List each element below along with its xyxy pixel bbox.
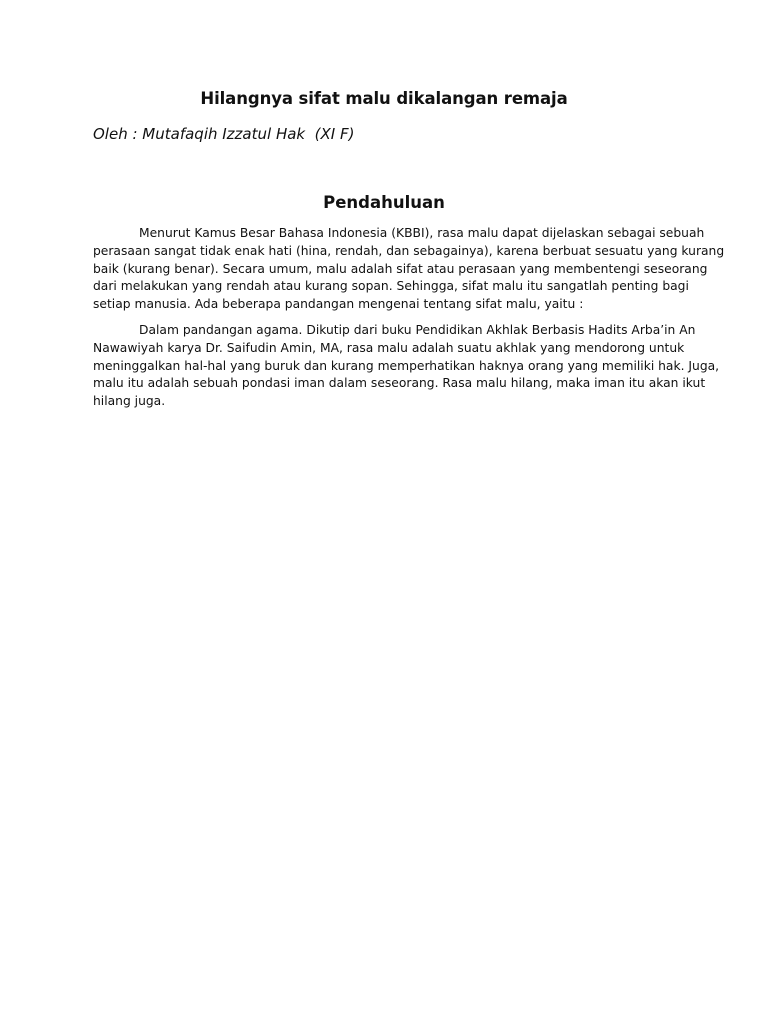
- paragraph-line-text: Menurut Kamus Besar Bahasa Indonesia (KBBI), rasa malu dapat dijelaskan sebagai sebuah: [139, 226, 705, 240]
- paragraph-introduction: [93, 225, 725, 314]
- paragraph-line-text: Dalam pandangan agama. Dikutip dari buku Pendidikan Akhlak Berbasis Hadits Arba’in An: [139, 323, 696, 337]
- paragraph-line: perasaan sangat tidak enak hati (hina, rendah, dan sebagainya), karena berbuat sesuatu yang kurang: [93, 243, 725, 258]
- document-title: Hilangnya sifat malu dikalangan remaja: [200, 89, 568, 108]
- paragraph-line: baik (kurang benar). Secara umum, malu adalah sifat atau perasaan yang membentengi seseorang: [93, 261, 708, 276]
- paragraph-line: dari melakukan yang rendah atau kurang sopan. Sehingga, sifat malu itu sangatlah penting bagi: [93, 279, 689, 294]
- paragraph-line: setiap manusia. Ada beberapa pandangan mengenai tentang sifat malu, yaitu :: [93, 297, 584, 312]
- paragraph-line: malu itu adalah sebuah pondasi iman dalam seseorang. Rasa malu hilang, maka iman itu akan ikut: [93, 376, 706, 391]
- paragraph-line: hilang juga.: [93, 394, 166, 409]
- author-line: Oleh : Mutafaqih Izzatul Hak (XI F): [93, 125, 355, 143]
- paragraph-line: [93, 225, 705, 243]
- paragraph-line: meninggalkan hal-hal yang buruk dan kurang memperhatikan haknya orang yang memiliki hak. Juga,: [93, 358, 720, 373]
- paragraph-line: Nawawiyah karya Dr. Saifudin Amin, MA, rasa malu adalah suatu akhlak yang mendorong untuk: [93, 340, 685, 355]
- section-heading: Pendahuluan: [323, 193, 445, 212]
- paragraph-line: [93, 322, 696, 340]
- paragraph-religious-view: [93, 322, 720, 411]
